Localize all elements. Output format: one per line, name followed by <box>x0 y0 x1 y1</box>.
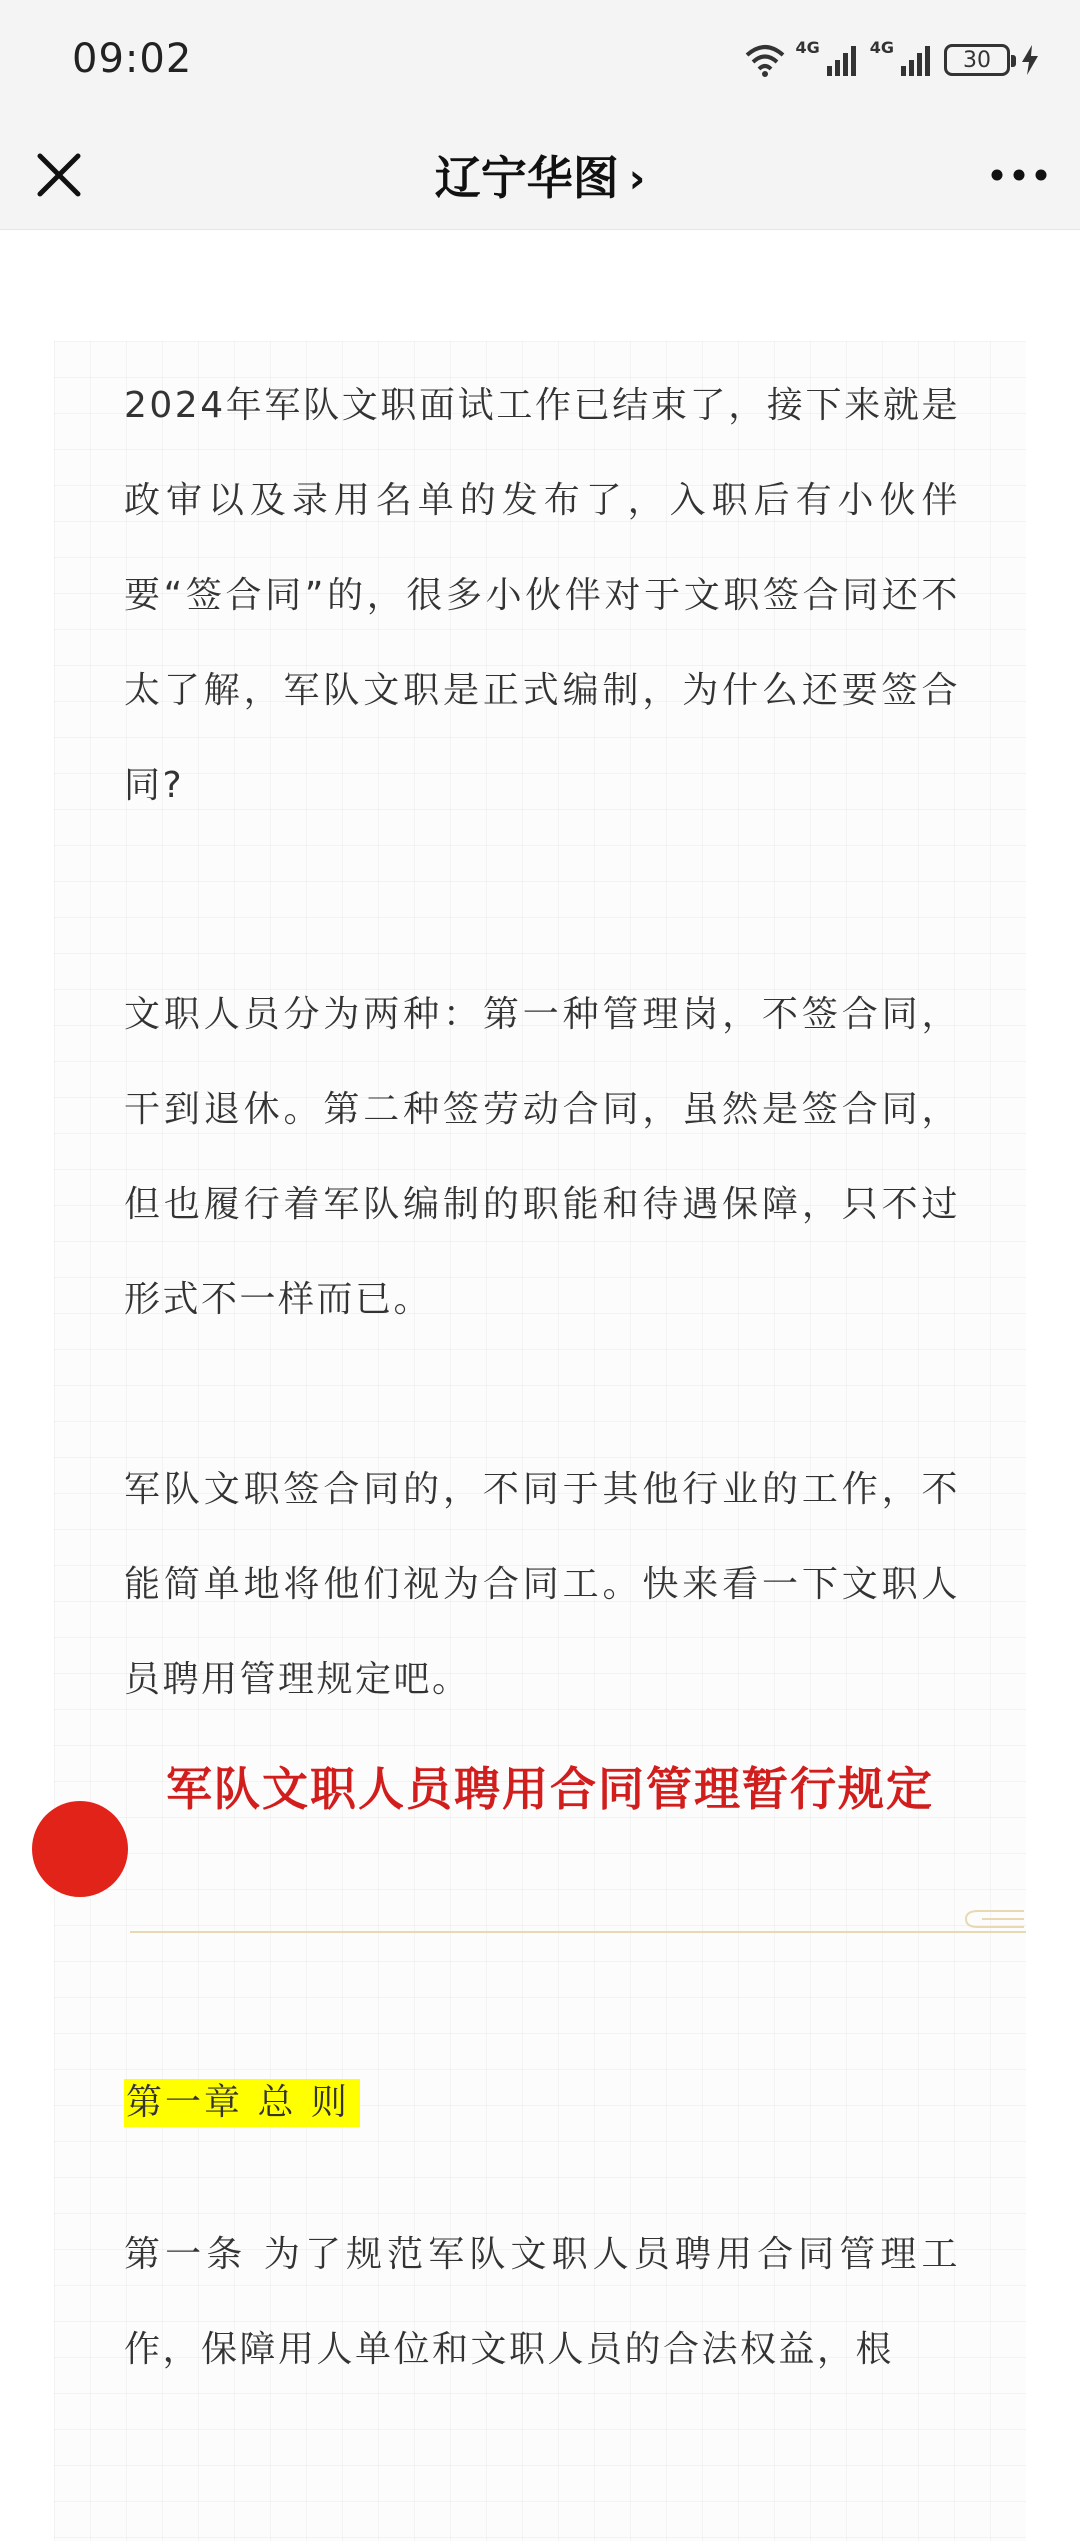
network-type-label-2: 4G <box>869 38 894 57</box>
wifi-icon <box>745 43 785 77</box>
paragraph-types: 文职人员分为两种：第一种管理岗，不签合同，干到退休。第二种签劳动合同，虽然是签合同，但也履行着军队编制的职能和待遇保障，只不过形式不一样而已。 <box>124 994 960 1320</box>
network-type-label-1: 4G <box>795 38 820 57</box>
status-time: 09:02 <box>72 36 193 82</box>
more-horizontal-icon <box>984 150 1054 200</box>
decorative-swirl-icon <box>960 1901 1026 1937</box>
charging-bolt-icon <box>1020 44 1040 76</box>
account-title: 辽宁华图 <box>434 151 619 205</box>
signal-icon <box>826 44 860 76</box>
status-icons <box>745 38 1040 82</box>
chevron-right-icon: › <box>628 156 646 202</box>
article-content[interactable] <box>0 231 1080 2370</box>
status-bar <box>0 0 1080 120</box>
account-title-link[interactable] <box>0 142 1080 208</box>
section-heading: 军队文职人员聘用合同管理暂行规定 <box>166 1762 934 1816</box>
signal-icon <box>900 44 934 76</box>
decorative-gold-line <box>130 1931 1026 1933</box>
chapter-title: 第一章 总 则 <box>124 2079 360 2127</box>
paragraph-intro: 2024年军队文职面试工作已结束了，接下来就是政审以及录用名单的发布了，入职后有小伙伴要“签合同”的，很多小伙伴对于文职签合同还不太了解，军队文职是正式编制，为什么还要签合同? <box>124 385 960 806</box>
title-bar <box>0 120 1080 230</box>
battery-indicator <box>944 44 1010 76</box>
paragraph-contract: 军队文职签合同的，不同于其他行业的工作，不能简单地将他们视为合同工。快来看一下文职人员聘用管理规定吧。 <box>124 1469 960 1700</box>
more-button[interactable] <box>984 150 1054 200</box>
battery-level: 30 <box>963 47 991 73</box>
paragraph-article-1: 第一条 为了规范军队文职人员聘用合同管理工作，保障用人单位和文职人员的合法权益，根 <box>124 2234 960 2370</box>
decorative-red-dot <box>54 1801 130 1897</box>
